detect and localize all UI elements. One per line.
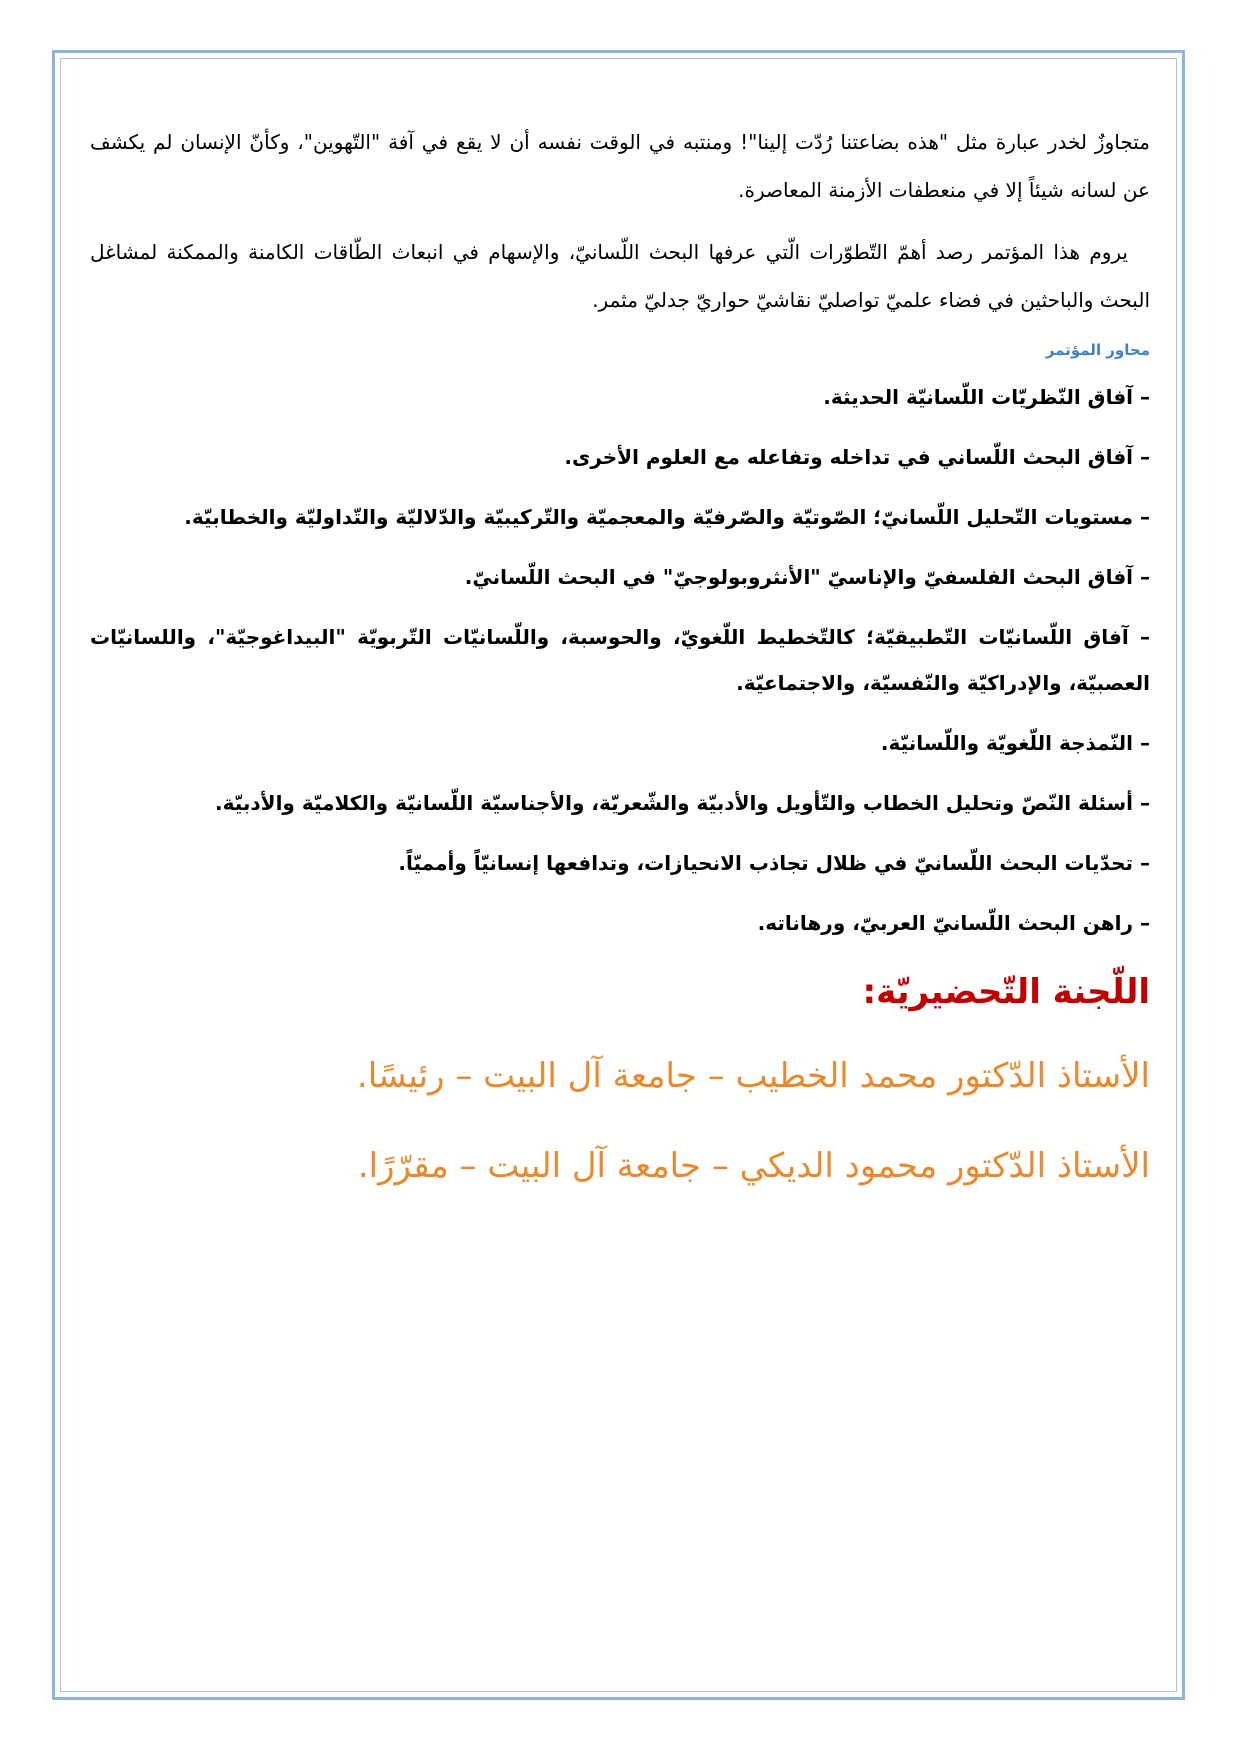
intro-paragraph-1: متجاوزٌ لخدر عبارة مثل "هذه بضاعتنا رُدّت إلينا"! ومنتبه في الوقت نفسه أن لا يقع في آفة "التّهوين"، وكأنّ الإنسان لم يكشف عن لسانه شيئاً إلا في منعطفات الأزمنة المعاصرة. bbox=[90, 130, 1150, 202]
axis-item: – آفاق البحث اللّساني في تداخله وتفاعله مع العلوم الأخرى. bbox=[564, 445, 1150, 469]
axis-item: – تحدّيات البحث اللّسانيّ في ظلال تجاذب الانحيازات، وتدافعها إنسانيّاً وأمميّاً. bbox=[398, 851, 1150, 875]
axis-item: – مستويات التّحليل اللّسانيّ؛ الصّوتيّة والصّرفيّة والمعجميّة والتّركيبيّة والدّلاليّة والتّداوليّة والخطابيّة. bbox=[184, 505, 1150, 529]
intro-paragraph-2: يروم هذا المؤتمر رصد أهمّ التّطوّرات الّتي عرفها البحث اللّسانيّ، والإسهام في انبعاث الطّاقات الكامنة والممكنة لمشاغل البحث والباحثين في فضاء علميّ تواصليّ نقاشيّ حواريّ جدليّ مثمر. bbox=[90, 240, 1150, 312]
conference-axes-list bbox=[90, 374, 1150, 946]
axis-item: – النّمذجة اللّغويّة واللّسانيّة. bbox=[880, 731, 1150, 755]
committee-heading: اللّجنة التّحضيريّة: bbox=[862, 972, 1150, 1012]
committee-member-rapporteur: الأستاذ الدّكتور محمود الديكي – جامعة آل البيت – مقرّرًا. bbox=[357, 1146, 1150, 1186]
committee-member-chair: الأستاذ الدّكتور محمد الخطيب – جامعة آل البيت – رئيسًا. bbox=[356, 1056, 1150, 1096]
axis-item: – أسئلة النّصّ وتحليل الخطاب والتّأويل والأدبيّة والشّعريّة، والأجناسيّة اللّسانيّة والكلاميّة والأدبيّة. bbox=[215, 791, 1150, 815]
conference-axes-label: محاور المؤتمر bbox=[1045, 341, 1150, 359]
axis-item: – آفاق اللّسانيّات التّطبيقيّة؛ كالتّخطيط اللّغويّ، والحوسبة، واللّسانيّات التّربويّة "البيداغوجيّة"، واللسانيّات العصبيّة، والإدراكيّة والنّفسيّة، والاجتماعيّة. bbox=[90, 625, 1150, 695]
axis-item: – راهن البحث اللّسانيّ العربيّ، ورهاناته. bbox=[757, 911, 1150, 935]
axis-item: – آفاق البحث الفلسفيّ والإناسيّ "الأنثروبولوجيّ" في البحث اللّسانيّ. bbox=[464, 565, 1150, 589]
document-body bbox=[90, 118, 1150, 1226]
axis-item: – آفاق النّظريّات اللّسانيّة الحديثة. bbox=[823, 385, 1150, 409]
